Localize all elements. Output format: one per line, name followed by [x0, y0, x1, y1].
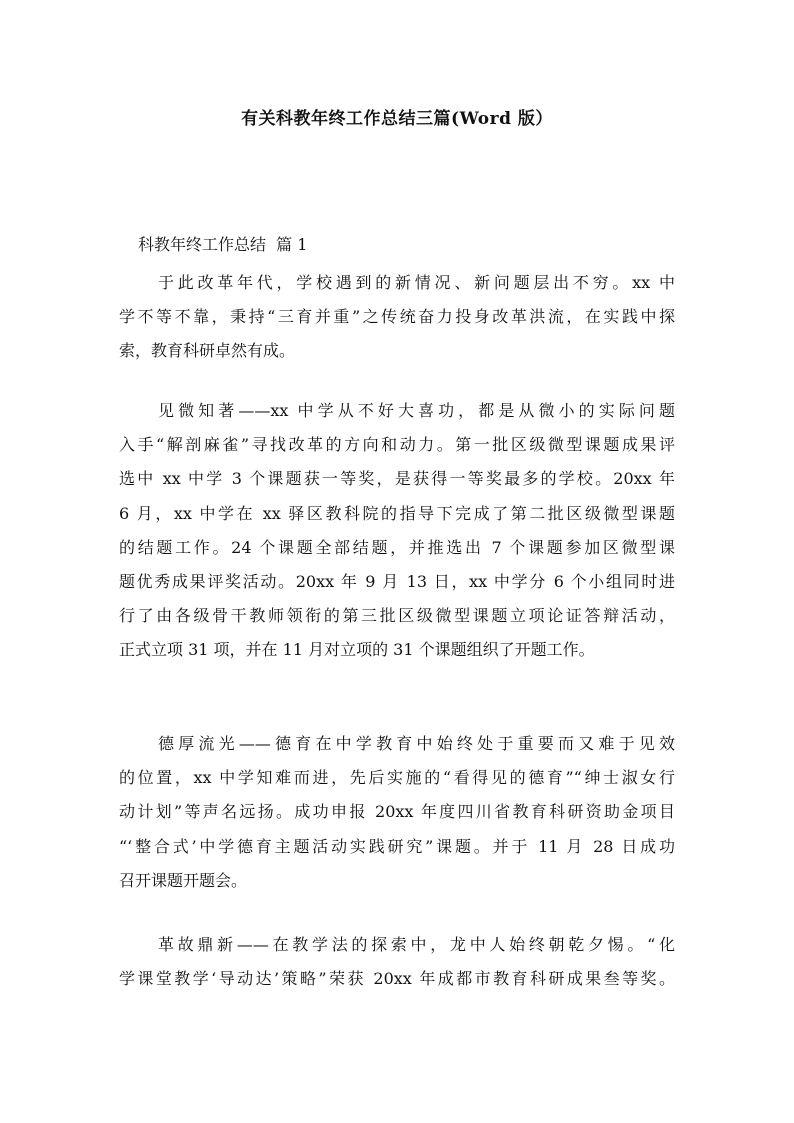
paragraph-line: 学课堂教学‘导动达’策略”荣获 20xx 年成都市教育科研成果叁等奖。 — [119, 969, 675, 989]
paragraph-line: 德厚流光——德育在中学教育中始终处于重要而又难于见效 — [158, 734, 675, 753]
paragraph-line: 题优秀成果评奖活动。20xx 年 9 月 13 日，xx 中学分 6 个小组同时进 — [119, 571, 675, 591]
section-heading: 科教年终工作总结 篇 1 — [138, 235, 308, 254]
paragraph-line: 索，教育科研卓然有成。 — [119, 341, 296, 361]
paragraph-line: 行了由各级骨干教师领衔的第三批区级微型课题立项论证答辩活动， — [119, 606, 675, 626]
paragraph-line: “‘整合式’中学德育主题活动实践研究”课题。并于 11 月 28 日成功 — [119, 836, 675, 856]
paragraph-line: 革故鼎新——在教学法的探索中，龙中人始终朝乾夕惕。“化 — [158, 935, 675, 954]
paragraph-line: 选中 xx 中学 3 个课题获一等奖，是获得一等奖最多的学校。20xx 年 — [119, 469, 675, 489]
paragraph-line: 正式立项 31 项，并在 11 月对立项的 31 个课题组织了开题工作。 — [119, 640, 595, 660]
paragraph-1 — [119, 266, 675, 369]
paragraph-line: 学不等不靠，秉持“三育并重”之传统奋力投身改革洪流，在实践中探 — [119, 307, 675, 327]
paragraph-line: 的位置，xx 中学知难而进，先后实施的“看得见的德育”“绅士淑女行 — [119, 768, 675, 788]
paragraph-3 — [119, 727, 675, 898]
paragraph-4 — [119, 928, 675, 996]
paragraph-line: 动计划”等声名远扬。成功申报 20xx 年度四川省教育科研资助金项目 — [119, 802, 675, 822]
paragraph-line: 入手“解剖麻雀”寻找改革的方向和动力。第一批区级微型课题成果评 — [119, 435, 675, 455]
paragraph-line: 召开课题开题会。 — [119, 870, 248, 890]
paragraph-line: 于此改革年代，学校遇到的新情况、新问题层出不穷。xx 中 — [158, 273, 675, 292]
paragraph-line: 的结题工作。24 个课题全部结题，并推选出 7 个课题参加区微型课 — [119, 537, 675, 557]
paragraph-2 — [119, 394, 675, 668]
document-title: 有关科教年终工作总结三篇(Word 版） — [241, 109, 553, 129]
paragraph-line: 6 月，xx 中学在 xx 驿区教科院的指导下完成了第二批区级微型课题 — [119, 503, 675, 523]
paragraph-line: 见微知著——xx 中学从不好大喜功，都是从微小的实际问题 — [158, 401, 675, 420]
